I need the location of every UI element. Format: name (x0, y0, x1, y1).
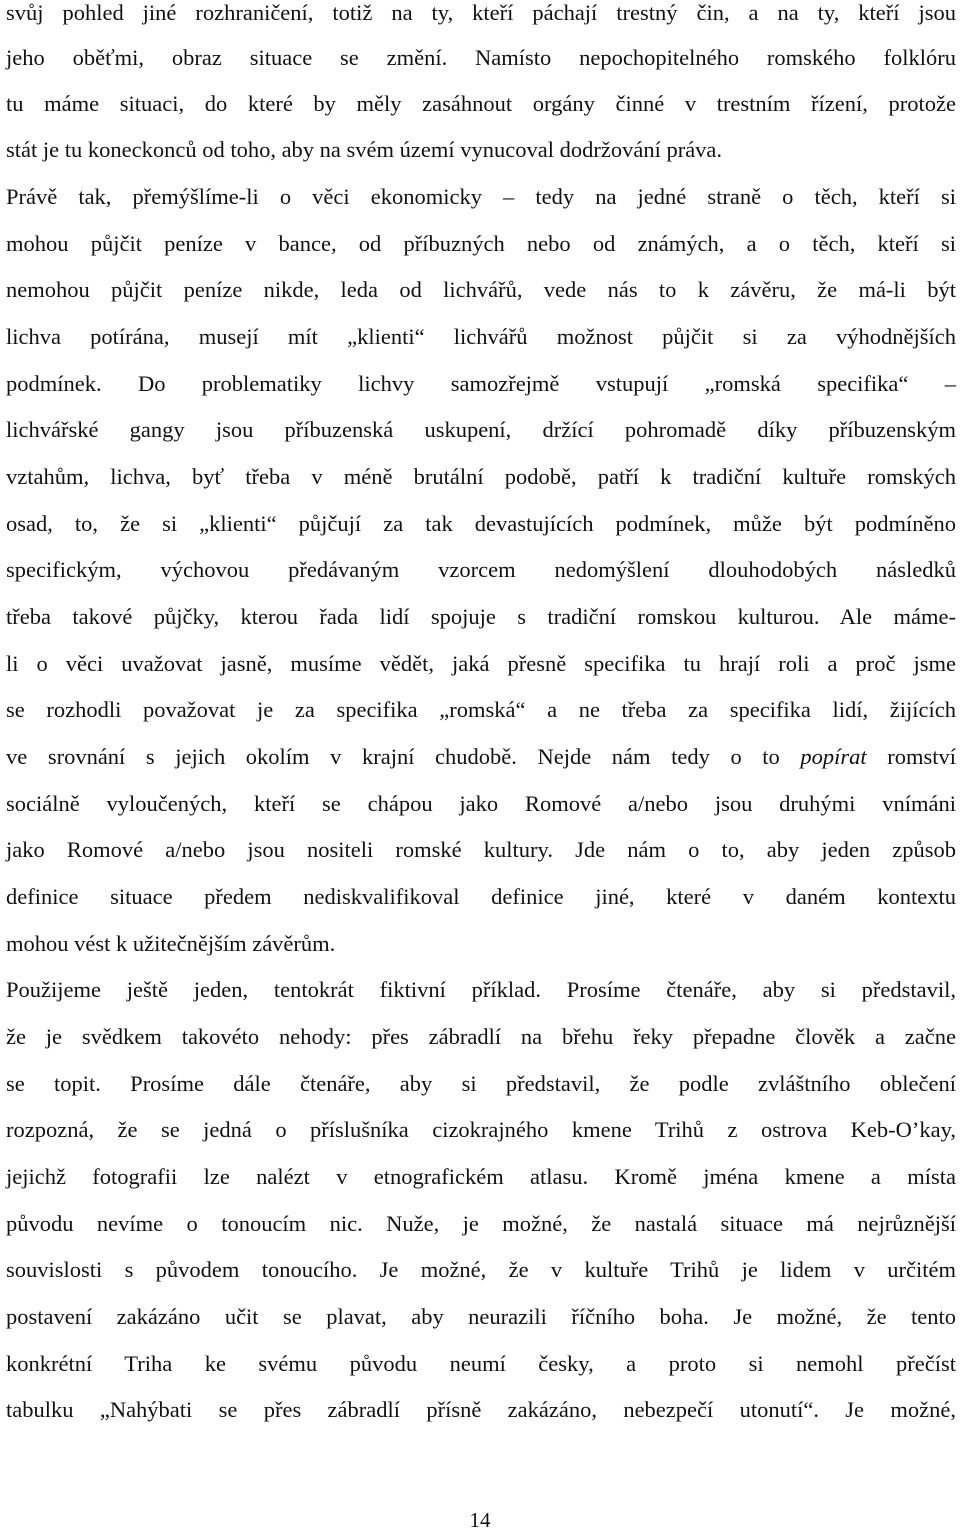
text-line: Právě tak, přemýšlíme-li o věci ekonomicky – tedy na jedné straně o těch, kteří si (6, 184, 956, 209)
text-line: svůj pohled jiné rozhraničení, totiž na ty, kteří páchají trestný čin, a na ty, kteří jsou (6, 0, 956, 25)
text-line-start: ve srovnání s jejich okolím v krajní chudobě. Nejde nám tedy o to (6, 744, 801, 769)
text-line: konkrétní Triha ke svému původu neumí česky, a proto si nemohl přečíst (6, 1351, 956, 1376)
text-line: tu máme situaci, do které by měly zasáhnout orgány činné v trestním řízení, protože (6, 91, 956, 116)
text-line: jejichž fotografii lze nalézt v etnografickém atlasu. Kromě jména kmene a místa (6, 1164, 956, 1189)
text-line: mohou půjčit peníze v bance, od příbuzných nebo od známých, a o těch, kteří si (6, 231, 956, 256)
text-line: podmínek. Do problematiky lichvy samozřejmě vstupují „romská specifika“ – (6, 371, 956, 396)
text-line: souvislosti s původem tonoucího. Je možné, že v kultuře Trihů je lidem v určitém (6, 1257, 956, 1282)
text-line: specifickým, výchovou předávaným vzorcem nedomýšlení dlouhodobých následků (6, 557, 956, 582)
text-line: osad, to, že si „klienti“ půjčují za tak devastujících podmínek, může být podmíněno (6, 511, 956, 536)
text-line: rozpozná, že se jedná o příslušníka cizokrajného kmene Trihů z ostrova Keb-O’kay, (6, 1117, 956, 1142)
text-line: definice situace předem nediskvalifikoval definice jiné, které v daném kontextu (6, 884, 956, 909)
text-line: se topit. Prosíme dále čtenáře, aby si představil, že podle zvláštního oblečení (6, 1071, 956, 1096)
emphasized-word: popírat (800, 744, 867, 769)
text-line: Použijeme ještě jeden, tentokrát fiktivní příklad. Prosíme čtenáře, aby si představil, (6, 977, 956, 1002)
text-line: lichva potírána, musejí mít „klienti“ lichvářů možnost půjčit si za výhodnějších (6, 324, 956, 349)
page-number: 14 (469, 1508, 491, 1532)
text-line: se rozhodli považovat je za specifika „romská“ a ne třeba za specifika lidí, žijících (6, 697, 956, 722)
text-line: sociálně vyloučených, kteří se chápou jako Romové a/nebo jsou druhými vnímáni (6, 791, 956, 816)
text-line: tabulku „Nahýbati se přes zábradlí přísně zakázáno, nebezpečí utonutí“. Je možné, (6, 1397, 956, 1422)
text-line: lichvářské gangy jsou příbuzenská uskupení, držící pohromadě díky příbuzenským (6, 417, 956, 442)
text-line: jeho oběťmi, obraz situace se změní. Namísto nepochopitelného romského folklóru (6, 45, 956, 70)
text-line: li o věci uvažovat jasně, musíme vědět, jaká přesně specifika tu hrají roli a proč jsme (6, 651, 956, 676)
text-line: stát je tu koneckonců od toho, aby na svém území vynucoval dodržování práva. (6, 137, 723, 162)
text-line: že je svědkem takovéto nehody: přes zábradlí na břehu řeky přepadne člověk a začne (6, 1024, 956, 1049)
text-line: vztahům, lichva, byť třeba v méně brutální podobě, patří k tradiční kultuře romských (6, 464, 956, 489)
text-line: jako Romové a/nebo jsou nositeli romské kultury. Jde nám o to, aby jeden způsob (6, 837, 956, 862)
text-line: postavení zakázáno učit se plavat, aby neurazili říčního boha. Je možné, že tento (6, 1304, 956, 1329)
text-line-with-emphasis (6, 735, 956, 779)
text-line: původu nevíme o tonoucím nic. Nuže, je možné, že nastalá situace má nejrůznější (6, 1211, 956, 1236)
text-line: mohou vést k užitečnějším závěrům. (6, 931, 336, 956)
text-line: třeba takové půjčky, kterou řada lidí spojuje s tradiční romskou kulturou. Ale máme- (6, 604, 956, 629)
text-line: nemohou půjčit peníze nikde, leda od lichvářů, vede nás to k závěru, že má-li být (6, 277, 956, 302)
text-line-end: romství (866, 744, 956, 769)
